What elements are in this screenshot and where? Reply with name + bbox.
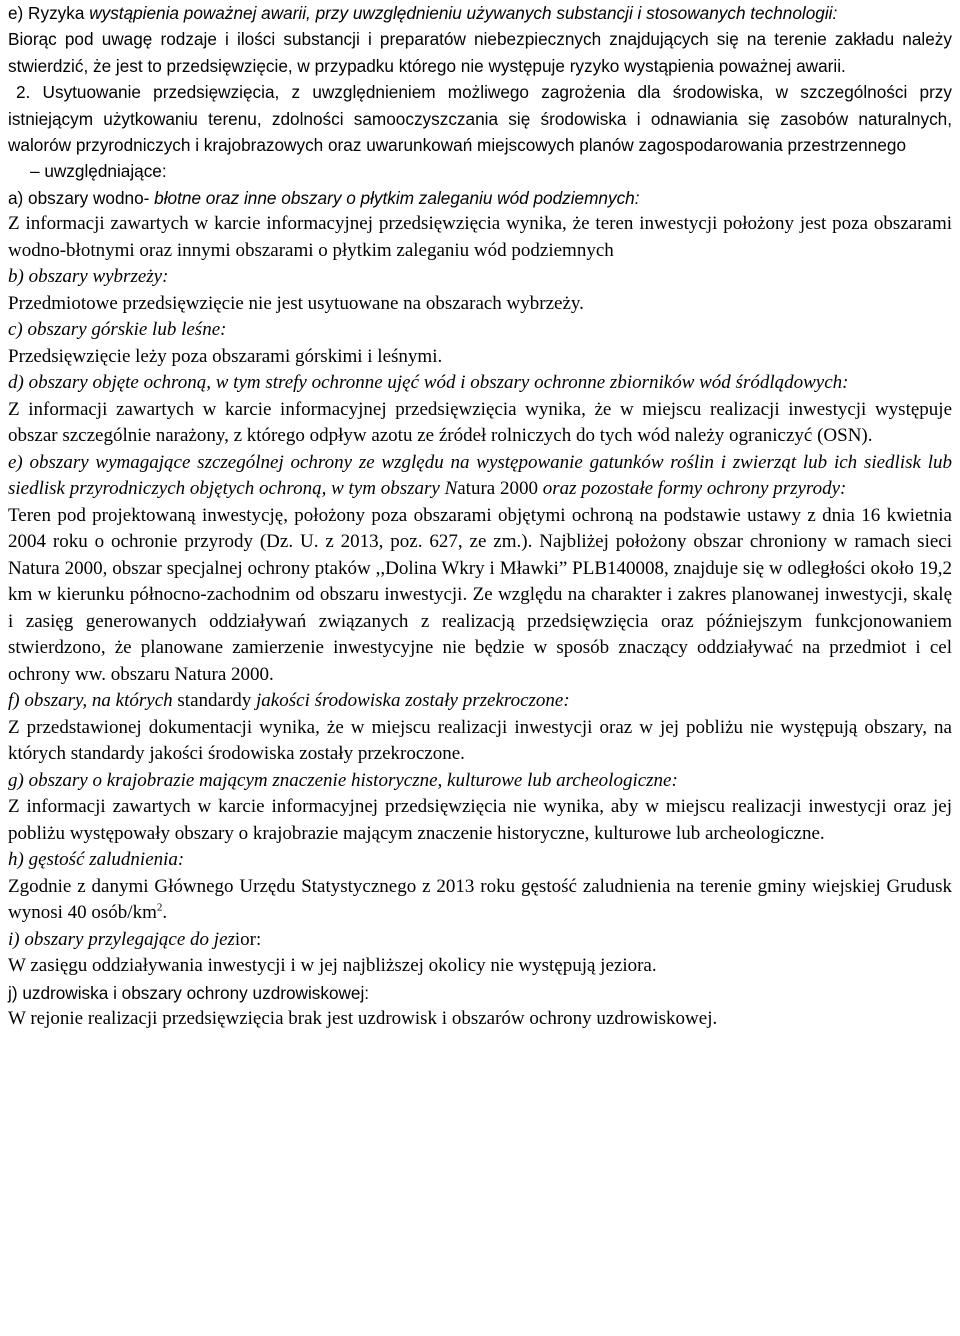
item-b-heading: b) obszary wybrzeży: <box>8 266 169 288</box>
item-a <box>8 185 952 264</box>
item-d-body: Z informacji zawartych w karcie informacyjnej przedsięwzięcia wynika, że w miejscu realizacji inwestycji występuje obszar szczególnie narażony, z którego odpływ azotu ze źródeł rolniczych do tych wód należy ograniczyć (OSN). <box>8 398 952 447</box>
item-i-heading <box>8 927 952 954</box>
item-e-head-plain: atura 2000 <box>457 478 538 500</box>
item-h <box>8 847 952 927</box>
item-a-head-plain: a) obszary wodno- <box>8 187 155 208</box>
item-f-body: Z przedstawionej dokumentacji wynika, że w miejscu realizacji inwestycji oraz w jej pobliżu nie występują obszary, na których standardy jakości środowiska zostały przekroczone. <box>8 716 952 765</box>
item-h-body-text: Zgodnie z danymi Głównego Urzędu Statystycznego z 2013 roku gęstość zaludnienia na terenie gminy wiejskiej Grudusk wynosi 40 osób/km <box>8 875 952 924</box>
section-2-text: 2. Usytuowanie przedsięwzięcia, z uwzględnieniem możliwego zagrożenia dla środowiska, w szczególności przy istniejącym użytkowaniu terenu, zdolności samooczyszczania się środowiska i odnawiania się zasobów naturalnych, walorów przyrodniczych i krajobrazowych oraz uwarunkowań miejscowych planów zagospodarowania przestrzennego <box>8 82 952 156</box>
item-a-heading <box>8 185 952 211</box>
item-j-heading: j) uzdrowiska i obszary ochrony uzdrowiskowej: <box>8 982 370 1003</box>
item-d <box>8 370 952 450</box>
section-2-tail: – uwzględniające: <box>30 161 167 182</box>
item-g <box>8 768 952 848</box>
item-i-head-plain: ior: <box>234 928 262 950</box>
item-e-body: Teren pod projektowaną inwestycję, położony poza obszarami objętymi ochroną na podstawie ustawy z dnia 16 kwietnia 2004 roku o ochronie przyrody (Dz. U. z 2013, poz. 627, ze zm.). Najbliżej położony obszar chroniony w ramach sieci Natura 2000, obszar specjalnej ochrony ptaków ,,Dolina Wkry i Mławki” PLB140008, znajduje się w odległości około 19,2 km w kierunku północno-zachodnim od obszaru inwestycji. Ze względu na charakter i zakres planowanej inwestycji, skalę i zasięg generowanych oddziaływań związanych z realizacją przedsięwzięcia oraz późniejszym funkcjonowaniem stwierdzono, że planowane zamierzenie inwestycyjne nie będzie w sposób znaczący oddziaływać na przedmiot i cel ochrony ww. obszaru Natura 2000. <box>8 504 952 685</box>
item-h-body <box>8 874 952 927</box>
item-g-heading: g) obszary o krajobrazie mającym znaczenie historyczne, kulturowe lub archeologiczne: <box>8 769 678 791</box>
item-f-head-italic2: jakości środowiska zostały przekroczone: <box>256 690 570 712</box>
item-c <box>8 317 952 370</box>
item-a-body: Z informacji zawartych w karcie informacyjnej przedsięwzięcia wynika, że teren inwestycji położony jest poza obszarami wodno-błotnymi oraz innymi obszarami o płytkim zaleganiu wód podziemnych <box>8 213 952 261</box>
item-i <box>8 927 952 980</box>
item-b-body: Przedmiotowe przedsięwzięcie nie jest usytuowane na obszarach wybrzeży. <box>8 292 584 314</box>
section-e-heading <box>8 0 952 26</box>
item-e-head-italic2: oraz pozostałe formy ochrony przyrody: <box>542 478 847 500</box>
heading-italic: wystąpienia poważnej awarii, przy uwzględnieniu używanych substancji i stosowanych technologii: <box>89 3 838 23</box>
item-g-body: Z informacji zawartych w karcie informacyjnej przedsięwzięcia nie wynika, aby w miejscu realizacji inwestycji oraz jej pobliżu występowały obszary o krajobrazie mającym znaczenie historyczne, kulturowe lub archeologiczne. <box>8 796 952 844</box>
item-h-heading: h) gęstość zaludnienia: <box>8 849 185 871</box>
item-b <box>8 264 952 317</box>
item-i-head-italic: i) obszary przylegające do jez <box>8 928 235 950</box>
item-f-heading <box>8 688 952 715</box>
heading-prefix: e) Ryzyka <box>8 3 90 23</box>
item-h-body-end: . <box>162 902 168 924</box>
item-d-heading: d) obszary objęte ochroną, w tym strefy ochronne ujęć wód i obszary ochronne zbiorników wód śródlądowych: <box>8 372 849 394</box>
section-e-risk <box>8 0 952 79</box>
item-e <box>8 450 952 689</box>
item-j-body: W rejonie realizacji przedsięwzięcia brak jest uzdrowisk i obszarów ochrony uzdrowiskowej. <box>8 1008 718 1030</box>
item-e-head-italic: e) obszary wymagające szczególnej ochrony ze względu na występowanie gatunków roślin i zwierząt lub ich siedlisk lub siedlisk przyrodniczych objętych ochroną, w tym obszary N <box>8 451 952 500</box>
item-c-body: Przedsięwzięcie leży poza obszarami górskimi i leśnymi. <box>8 345 443 367</box>
item-f <box>8 688 952 768</box>
section-e-body: Biorąc pod uwagę rodzaje i ilości substancji i preparatów niebezpiecznych znajdujących się na terenie zakładu należy stwierdzić, że jest to przedsięwzięcie, w przypadku którego nie występuje ryzyko wystąpienia poważnej awarii. <box>8 29 952 76</box>
item-f-head-plain: standardy <box>177 690 257 712</box>
item-f-head-italic: f) obszary, na których <box>8 690 178 712</box>
item-a-head-italic: błotne oraz inne obszary o płytkim zaleganiu wód podziemnych: <box>154 187 640 208</box>
item-i-body: W zasięgu oddziaływania inwestycji i w jej najbliższej okolicy nie występują jeziora. <box>8 955 657 977</box>
item-h-superscript: 2 <box>156 901 163 914</box>
section-2 <box>8 79 952 185</box>
item-c-heading: c) obszary górskie lub leśne: <box>8 319 227 341</box>
item-j <box>8 980 952 1033</box>
item-e-heading <box>8 450 952 503</box>
